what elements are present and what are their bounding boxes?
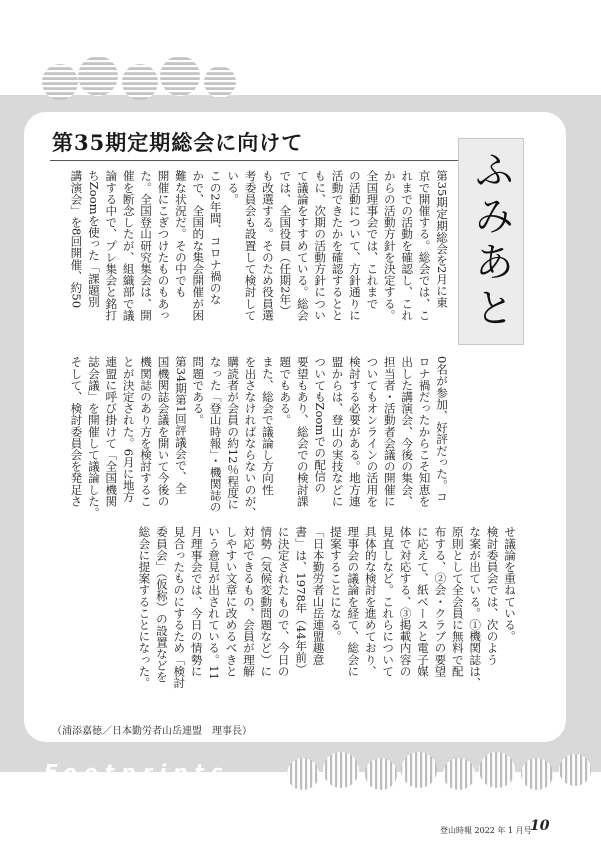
page-number: 10 [530,818,550,834]
decorative-circles-bottom [285,748,595,798]
author-byline: （浦添嘉徳／日本勤労者山岳連盟 理事長） [52,726,252,737]
section-tab [458,138,524,345]
title-divider [50,160,458,161]
article-column-1: 第35期定期総会を2月に東 京で開催する。総会では、こ れまでの活動を確認し、これ からの活動方針を決定する。 全国理事会では、これまで の活動について、方針通りに 活動できたかを確認するとと もに、次期の活動方針につい て議論をすすめている。総会 では、全国役員（任期2年） も改選する。そのため役員選 考委員会も設置して検討して いる。 この2年間、コロナ禍のな かで、全国的な集会開催が困 難な状況だ。その中でも 開催にこぎつけたものもあっ た。全国登山研究集会は、開 催を断念したが、組織部で議 論する中で、プレ集会と銘打 ちZoomを使った「課題別 講演会」を8回開催、約50 [69,170,449,321]
article-column-2: 0名が参加、好評だった。コ ロナ禍だったからこそ知恵を 出した講演会、今後の集会、 担当者・活動者会議の開催に ついてもオンラインの活用を 検討する必要がある。地方連 盟からは、登山の実技などに ついてもZoomでの配信の 要望もあり、総会での検討課 題でもある。 また、総会で議論し方向性 を出さなければならないのが、 購読者が会員の約12％程度に なった「登山時報」・機関誌の 問題である。 第34期第1回評議会で、全 国機関誌会議を開いて今後の 機関誌のあり方を検討するこ とが決定された。6月に地方 連盟に呼び掛けて「全国機関 誌会議」を開催して議論した。 そして、検討委員会を発足さ [69,356,449,519]
footprints-banner: Footprints [44,760,230,784]
article-column-3: せ議論を重ねている。 検討委員会では、次のよう な案が出ている。①機関誌は、 原則として全会員に無料で配 布する、②会・クラブの要望 に応えて、紙ベースと電子媒 体で対応する、③掲載内容の 見直しなど。これらについて 具体的な検討を進めており、 理事会の議論を経て、総会に 提案することになる。 「日本勤労者山岳連盟趣意 書」は、1978年（44年前） に決定されたもので、今日の 情勢（気候変動問題など）に 対応できるもの、会員が理解 しやすい文章に改めるべきと いう意見が出されている。11 月理事会では、今日の情勢に 見合ったものにするため「検討 委員会」（仮称）の設置などを 総会に提案することになった。 [137,526,517,689]
publication-footer: 登山時報 2022 年 1 月号 [440,826,532,835]
decorative-circles-top [40,50,240,110]
section-tab-label: ふみあと [468,149,514,333]
article-title: 第35期定期総会に向けて [52,130,304,155]
